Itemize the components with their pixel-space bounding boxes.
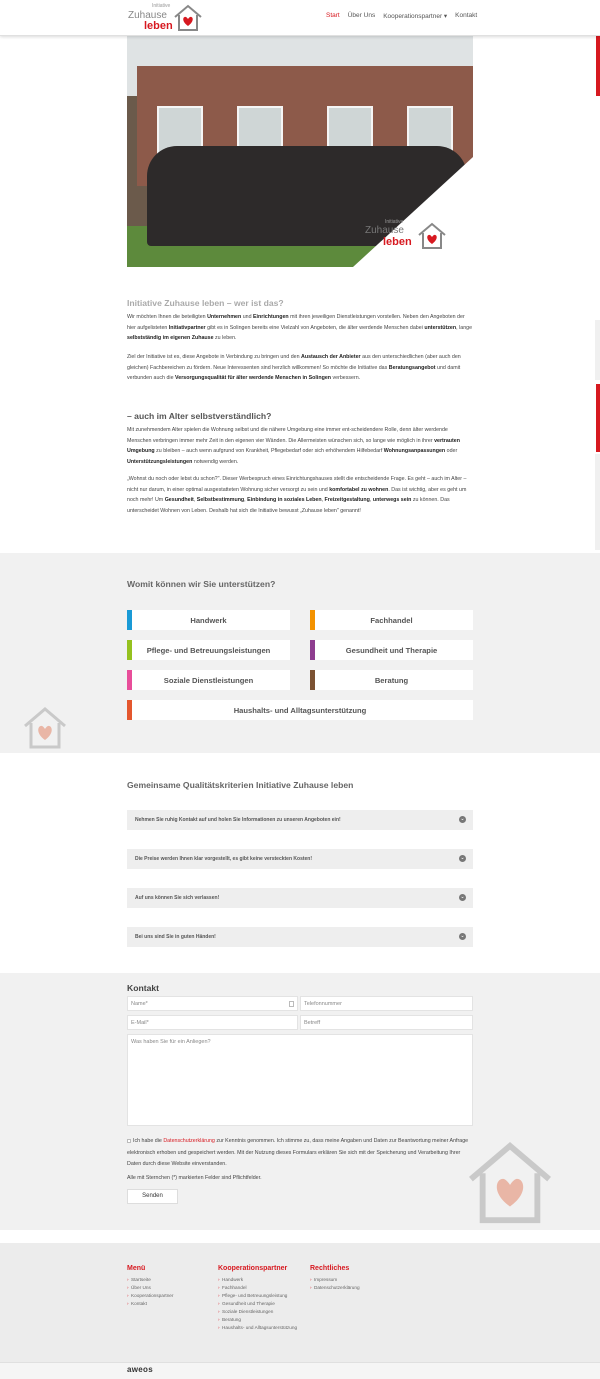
- color-bar: [310, 670, 315, 690]
- hero-image: [127, 36, 473, 267]
- color-bar: [310, 610, 315, 630]
- accordion-label: Auf uns können Sie sich verlassen!: [135, 895, 220, 901]
- side-red-mark: [596, 384, 600, 452]
- support-section: [0, 553, 600, 753]
- hero-logo: [365, 219, 449, 253]
- intro-paragraph-3: Mit zunehmendem Alter spielen die Wohnung selbst und die nähere Umgebung eine immer ent-scheidendere Rolle, denn älter werdende Menschen verbringen immer mehr Zeit in den eigenen vier Wänden. Die Allermeisten wünschen sich, so lange wie möglich in ihrer vertrauten Umgebung zu bleiben – auch wenn aufgrund von Krankheit, Pflegebedarf oder sich erhöhendem Hilfebedarf Wohnungsanpassungen oder Unterstützungsleistungen notwendig werden.: [127, 427, 460, 465]
- intro-paragraph-2: Ziel der Initiative ist es, diese Angebote in Verbindung zu bringen und den Austausch der Anbieter aus den unterschiedlichen (aber auch den gleichen) Fachbereichen zu fördern. Neue Interessenten sind herzlich willkommen! So möchte die Initiative das Beratungsangebot und damit verbunden auch die Versorgungsqualität für älter werdende Menschen in Solingen verbessern.: [127, 354, 461, 381]
- phone-placeholder: Telefonnummer: [304, 1001, 342, 1007]
- site-header: [0, 0, 600, 36]
- service-gesundheit[interactable]: [310, 640, 473, 660]
- house-heart-watermark-icon: [22, 706, 68, 750]
- logo-big-text: leben: [144, 20, 173, 32]
- footer-link[interactable]: › Über Uns: [127, 1284, 207, 1292]
- logo-small-text: Initiative: [152, 3, 171, 9]
- accordion-item[interactable]: [127, 927, 473, 947]
- nav-ueber-uns[interactable]: Über Uns: [347, 12, 376, 19]
- color-bar: [127, 610, 132, 630]
- service-label: Beratung: [374, 675, 409, 685]
- house-heart-icon: [173, 4, 203, 32]
- phone-field[interactable]: [300, 996, 473, 1011]
- message-textarea[interactable]: [127, 1034, 473, 1126]
- privacy-link[interactable]: Datenschutzerklärung: [163, 1138, 215, 1144]
- accordion-label: Nehmen Sie ruhig Kontakt auf und holen Sie Informationen zu unseren Angeboten ein!: [135, 817, 341, 823]
- footer-link[interactable]: › Haushalts- und Alltagsunterstützung: [218, 1324, 298, 1332]
- footer-link[interactable]: › Handwerk: [218, 1276, 298, 1284]
- required-note: Alle mit Sternchen (*) markierten Felder sind Pflichtfelder.: [127, 1175, 262, 1181]
- subject-field[interactable]: [300, 1015, 473, 1030]
- email-placeholder: E-Mail*: [131, 1020, 149, 1026]
- consent-after: zur Kenntnis genommen. Ich stimme zu, dass meine Angaben und Daten zur Beantwortung meiner Anfrage elektronisch erhoben und gespeichert werden. Mit der Nutzung dieses Formulars erklären Sie sich mit der Speicherung und Verarbeitung Ihrer Daten durch diese Website einverstanden.: [127, 1138, 469, 1167]
- quality-title: Gemeinsame Qualitätskriterien Initiative Zuhause leben: [127, 780, 354, 790]
- intro-paragraph-1: Wir möchten Ihnen die beteiligten Unternehmen und Einrichtungen mit ihren jeweiligen Dienstleistungen vorstellen. Neben den Angeboten der hier aufgelisteten Initiativpartner gibt es in Solingen bereits eine Vielzahl von Angeboten, die älter werdende Menschen dabei unterstützen, lange selbstständig im eigenen Zuhause zu leben.: [127, 314, 473, 341]
- intro-subtitle: – auch im Alter selbstverständlich?: [127, 411, 272, 421]
- nav-kooperationspartner[interactable]: Kooperationspartner ▾: [383, 13, 448, 20]
- service-handwerk[interactable]: [127, 610, 290, 630]
- support-title: Womit können wir Sie unterstützen?: [127, 579, 276, 589]
- service-label: Haushalts- und Alltagsunterstützung: [233, 705, 367, 715]
- chevron-down-icon: ⌄: [460, 933, 465, 939]
- site-footer: [0, 1243, 600, 1379]
- footer-link[interactable]: › Datenschutzerklärung: [310, 1284, 390, 1292]
- service-label: Handwerk: [190, 615, 227, 625]
- contact-title: Kontakt: [127, 983, 159, 993]
- footer-partners-title: Kooperationspartner: [218, 1265, 288, 1272]
- service-label: Gesundheit und Therapie: [345, 645, 438, 655]
- footer-link[interactable]: › Startseite: [127, 1276, 207, 1284]
- service-fachhandel[interactable]: [310, 610, 473, 630]
- hero-logo-small: Initiative: [385, 219, 404, 225]
- footer-link[interactable]: › Soziale Dienstleistungen: [218, 1308, 298, 1316]
- hero-logo-big: leben: [383, 236, 412, 248]
- site-logo[interactable]: [128, 3, 206, 33]
- footer-link[interactable]: › Fachhandel: [218, 1284, 298, 1292]
- footer-link[interactable]: › Gesundheit und Therapie: [218, 1300, 298, 1308]
- logo-mid-text: Zuhause: [128, 10, 167, 21]
- name-placeholder: Name*: [131, 1001, 148, 1007]
- accordion-label: Die Preise werden Ihnen klar vorgestellt, es gibt keine versteckten Kosten!: [135, 856, 313, 862]
- accordion-item[interactable]: [127, 849, 473, 869]
- service-soziale[interactable]: [127, 670, 290, 690]
- consent-checkbox[interactable]: [127, 1139, 131, 1143]
- autofill-icon[interactable]: [289, 1001, 294, 1007]
- subject-placeholder: Betreff: [304, 1020, 321, 1026]
- footer-menu-title: Menü: [127, 1265, 146, 1272]
- side-red-mark: [596, 36, 600, 96]
- send-button[interactable]: Senden: [127, 1189, 178, 1204]
- footer-partners: [218, 1264, 298, 1332]
- nav-kontakt[interactable]: Kontakt: [455, 12, 478, 19]
- agency-logo[interactable]: aweos: [127, 1365, 153, 1374]
- service-label: Fachhandel: [370, 615, 413, 625]
- color-bar: [127, 670, 132, 690]
- footer-legal-title: Rechtliches: [310, 1265, 350, 1272]
- main-nav: [326, 12, 477, 20]
- color-bar: [310, 640, 315, 660]
- message-placeholder: Was haben Sie für ein Anliegen?: [131, 1039, 211, 1045]
- chevron-down-icon: ⌄: [460, 894, 465, 900]
- email-field[interactable]: [127, 1015, 298, 1030]
- service-beratung[interactable]: [310, 670, 473, 690]
- house-heart-watermark-icon: [464, 1140, 556, 1226]
- footer-menu: [127, 1264, 207, 1308]
- consent-text: [127, 1136, 473, 1171]
- intro-paragraph-4: „Wohnst du noch oder lebst du schon?". Dieser Werbespruch eines Einrichtungshauses stellt die entscheidende Frage. Es geht – auch im Alter – nicht nur darum, in einer optimal ausgestatteten Wohnung sicher versorgt zu sein und komfortabel zu wohnen. Das ist wichtig, aber es geht um noch mehr! Um Gesundheit, Selbstbestimmung, Einbindung in soziales Leben, Freizeitgestaltung, unterwegs sein zu können. Das unterscheidet Wohnen von Leben. Deshalb hat sich die Initiative bewusst „Zuhause leben" genannt!: [127, 476, 467, 514]
- service-label: Pflege- und Betreuungsleistungen: [146, 645, 271, 655]
- side-grey-mark: [595, 320, 600, 380]
- chevron-down-icon: ⌄: [460, 855, 465, 861]
- footer-bar: [0, 1362, 600, 1379]
- footer-link[interactable]: › Pflege- und Betreuungsleistung: [218, 1292, 298, 1300]
- accordion-label: Bei uns sind Sie in guten Händen!: [135, 934, 216, 940]
- accordion-item[interactable]: [127, 888, 473, 908]
- name-field[interactable]: [127, 996, 298, 1011]
- accordion-item[interactable]: [127, 810, 473, 830]
- chevron-down-icon: ⌄: [460, 816, 465, 822]
- side-grey-mark: [595, 454, 600, 550]
- footer-legal: [310, 1264, 390, 1292]
- footer-link[interactable]: › Kontakt: [127, 1300, 207, 1308]
- hero-logo-mid: Zuhause: [365, 225, 404, 236]
- service-pflege[interactable]: [127, 640, 290, 660]
- nav-start[interactable]: Start: [326, 12, 340, 19]
- color-bar: [127, 700, 132, 720]
- service-label: Soziale Dienstleistungen: [163, 675, 254, 685]
- consent-before: Ich habe die: [133, 1138, 164, 1144]
- footer-link[interactable]: › Impressum: [310, 1276, 390, 1284]
- footer-link[interactable]: › Beratung: [218, 1316, 298, 1324]
- intro-title: Initiative Zuhause leben – wer ist das?: [127, 298, 284, 308]
- footer-link[interactable]: › Kooperationspartner: [127, 1292, 207, 1300]
- service-haushalt[interactable]: [127, 700, 473, 720]
- house-heart-icon: [417, 222, 447, 250]
- color-bar: [127, 640, 132, 660]
